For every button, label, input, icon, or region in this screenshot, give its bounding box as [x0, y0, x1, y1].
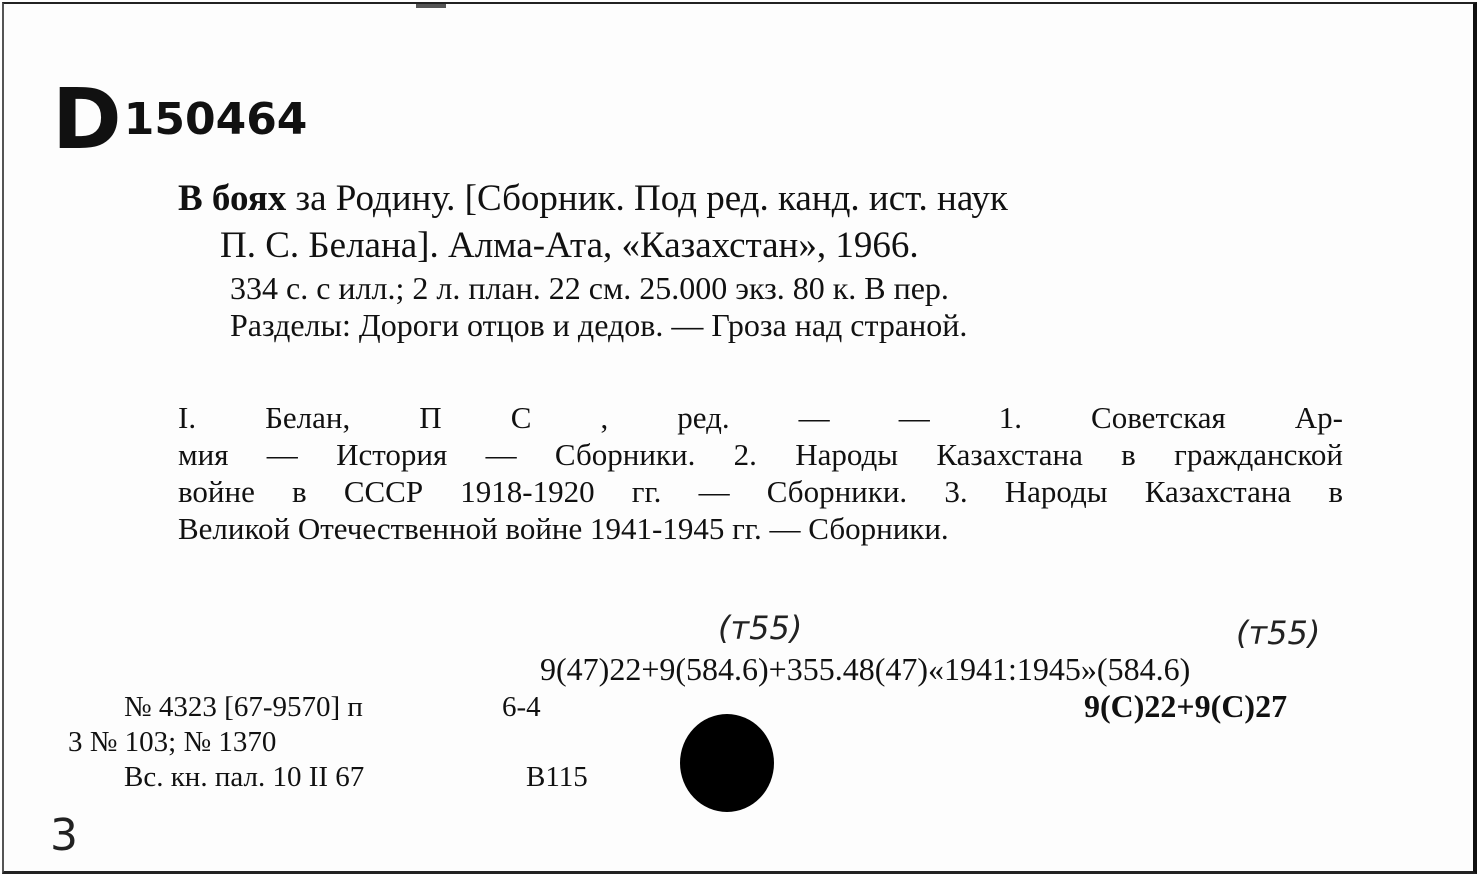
registration-code: 6-4 — [502, 691, 541, 723]
description-line-2: Разделы: Дороги отцов и дедов. — Гроза над страной. — [230, 307, 968, 343]
registration-copies: 3 № 103; № 1370 — [68, 726, 277, 758]
handwritten-corner-number: 3 — [50, 810, 78, 861]
title-line-1 — [178, 178, 1008, 220]
handwritten-note-right: (т55) — [1236, 614, 1321, 652]
title-lead: В боях — [178, 178, 287, 219]
registration-number: № 4323 [67-9570] п — [124, 691, 363, 723]
tracing-line-3: войне в СССР 1918-1920 гг. — Сборники. 3. Народы Казахстана в — [178, 474, 1343, 509]
shelfmark-letter: D — [52, 70, 120, 168]
chamber-record: Вс. кн. пал. 10 II 67 — [124, 761, 365, 793]
title-line-2: П. С. Белана]. Алма-Ата, «Казахстан», 1966. — [220, 225, 919, 266]
chamber-code: В115 — [526, 761, 588, 793]
shelfmark — [52, 70, 307, 168]
tracing-line-2: мия — История — Сборники. 2. Народы Казахстана в гражданской — [178, 437, 1343, 472]
catalog-card — [2, 2, 1477, 874]
shelfmark-number: 150464 — [123, 94, 308, 145]
title-rest: за Родину. [Сборник. Под ред. канд. ист. наук — [295, 178, 1008, 219]
udc-index: 9(47)22+9(584.6)+355.48(47)«1941:1945»(584.6) — [540, 651, 1191, 687]
punch-hole — [680, 714, 774, 812]
tracing-line-1: I. Белан, П С , ред. — — 1. Советская Ар- — [178, 400, 1343, 435]
top-scratch-mark — [416, 4, 446, 8]
description-line-1: 334 с. с илл.; 2 л. план. 22 см. 25.000 экз. 80 к. В пер. — [230, 270, 949, 306]
handwritten-note-left: (т55) — [718, 609, 803, 647]
bbk-index: 9(С)22+9(С)27 — [1084, 688, 1288, 724]
tracing-line-4: Великой Отечественной войне 1941-1945 гг. — Сборники. — [178, 511, 949, 546]
